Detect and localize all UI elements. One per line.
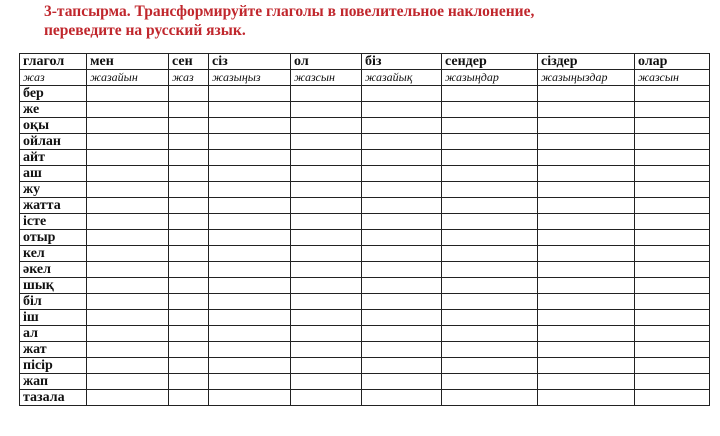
- answer-cell[interactable]: [362, 278, 442, 294]
- answer-cell[interactable]: [169, 246, 209, 262]
- verb-cell: жап: [20, 374, 87, 390]
- conjugation-table: [19, 53, 710, 406]
- answer-cell[interactable]: [209, 278, 291, 294]
- answer-cell[interactable]: [169, 342, 209, 358]
- answer-cell[interactable]: [87, 278, 169, 294]
- answer-cell[interactable]: [87, 374, 169, 390]
- answer-cell[interactable]: [291, 102, 362, 118]
- verb-row: [20, 358, 710, 374]
- header-cell: мен: [87, 54, 169, 70]
- answer-cell[interactable]: [169, 182, 209, 198]
- answer-cell[interactable]: [362, 166, 442, 182]
- answer-cell[interactable]: [209, 246, 291, 262]
- verb-cell: ойлан: [20, 134, 87, 150]
- verb-cell: біл: [20, 294, 87, 310]
- answer-cell[interactable]: [635, 182, 710, 198]
- answer-cell[interactable]: [87, 134, 169, 150]
- header-cell: ол: [291, 54, 362, 70]
- answer-cell[interactable]: [442, 150, 538, 166]
- answer-cell[interactable]: [87, 326, 169, 342]
- answer-cell[interactable]: [291, 198, 362, 214]
- answer-cell[interactable]: [169, 102, 209, 118]
- verb-cell: пісір: [20, 358, 87, 374]
- answer-cell[interactable]: [635, 86, 710, 102]
- answer-cell[interactable]: [209, 86, 291, 102]
- answer-cell[interactable]: [442, 134, 538, 150]
- verb-row: [20, 230, 710, 246]
- example-cell: жаз: [169, 70, 209, 86]
- answer-cell[interactable]: [635, 326, 710, 342]
- answer-cell[interactable]: [291, 358, 362, 374]
- answer-cell[interactable]: [209, 230, 291, 246]
- example-row: [20, 70, 710, 86]
- answer-cell[interactable]: [209, 182, 291, 198]
- example-cell: жазыңыз: [209, 70, 291, 86]
- answer-cell[interactable]: [169, 278, 209, 294]
- answer-cell[interactable]: [209, 214, 291, 230]
- answer-cell[interactable]: [362, 230, 442, 246]
- verb-row: [20, 246, 710, 262]
- answer-cell[interactable]: [291, 150, 362, 166]
- answer-cell[interactable]: [362, 294, 442, 310]
- answer-cell[interactable]: [169, 294, 209, 310]
- answer-cell[interactable]: [442, 246, 538, 262]
- answer-cell[interactable]: [442, 374, 538, 390]
- answer-cell[interactable]: [442, 102, 538, 118]
- header-cell: сіз: [209, 54, 291, 70]
- answer-cell[interactable]: [362, 374, 442, 390]
- answer-cell[interactable]: [362, 198, 442, 214]
- answer-cell[interactable]: [169, 374, 209, 390]
- answer-cell[interactable]: [291, 262, 362, 278]
- verb-cell: жат: [20, 342, 87, 358]
- answer-cell[interactable]: [538, 166, 635, 182]
- verb-cell: бер: [20, 86, 87, 102]
- answer-cell[interactable]: [87, 230, 169, 246]
- answer-cell[interactable]: [635, 310, 710, 326]
- answer-cell[interactable]: [635, 374, 710, 390]
- answer-cell[interactable]: [362, 358, 442, 374]
- verb-row: [20, 294, 710, 310]
- verb-row: [20, 166, 710, 182]
- verb-cell: әкел: [20, 262, 87, 278]
- answer-cell[interactable]: [362, 182, 442, 198]
- answer-cell[interactable]: [87, 294, 169, 310]
- answer-cell[interactable]: [635, 102, 710, 118]
- answer-cell[interactable]: [538, 118, 635, 134]
- verb-row: [20, 262, 710, 278]
- verb-row: [20, 342, 710, 358]
- answer-cell[interactable]: [538, 182, 635, 198]
- answer-cell[interactable]: [169, 118, 209, 134]
- answer-cell[interactable]: [635, 214, 710, 230]
- answer-cell[interactable]: [538, 198, 635, 214]
- verb-row: [20, 278, 710, 294]
- answer-cell[interactable]: [291, 230, 362, 246]
- answer-cell[interactable]: [362, 262, 442, 278]
- verb-cell: тазала: [20, 390, 87, 406]
- answer-cell[interactable]: [169, 262, 209, 278]
- verb-cell: оқы: [20, 118, 87, 134]
- example-cell: жазыңыздар: [538, 70, 635, 86]
- answer-cell[interactable]: [209, 358, 291, 374]
- header-cell: сендер: [442, 54, 538, 70]
- verb-row: [20, 134, 710, 150]
- verb-row: [20, 390, 710, 406]
- answer-cell[interactable]: [209, 118, 291, 134]
- answer-cell[interactable]: [209, 294, 291, 310]
- answer-cell[interactable]: [635, 390, 710, 406]
- verb-cell: іш: [20, 310, 87, 326]
- answer-cell[interactable]: [442, 310, 538, 326]
- answer-cell[interactable]: [442, 198, 538, 214]
- answer-cell[interactable]: [87, 182, 169, 198]
- verb-row: [20, 86, 710, 102]
- answer-cell[interactable]: [635, 342, 710, 358]
- verb-cell: аш: [20, 166, 87, 182]
- verb-row: [20, 198, 710, 214]
- verb-cell: же: [20, 102, 87, 118]
- verb-row: [20, 374, 710, 390]
- answer-cell[interactable]: [209, 102, 291, 118]
- verb-cell: істе: [20, 214, 87, 230]
- answer-cell[interactable]: [87, 358, 169, 374]
- verb-row: [20, 102, 710, 118]
- header-cell: олар: [635, 54, 710, 70]
- answer-cell[interactable]: [442, 166, 538, 182]
- answer-cell[interactable]: [635, 358, 710, 374]
- answer-cell[interactable]: [635, 294, 710, 310]
- answer-cell[interactable]: [291, 166, 362, 182]
- answer-cell[interactable]: [87, 342, 169, 358]
- header-cell: сіздер: [538, 54, 635, 70]
- answer-cell[interactable]: [538, 230, 635, 246]
- answer-cell[interactable]: [291, 182, 362, 198]
- verb-row: [20, 310, 710, 326]
- answer-cell[interactable]: [362, 214, 442, 230]
- answer-cell[interactable]: [169, 230, 209, 246]
- answer-cell[interactable]: [442, 86, 538, 102]
- answer-cell[interactable]: [442, 342, 538, 358]
- example-cell: жаз: [20, 70, 87, 86]
- answer-cell[interactable]: [442, 262, 538, 278]
- verb-row: [20, 326, 710, 342]
- answer-cell[interactable]: [635, 134, 710, 150]
- answer-cell[interactable]: [291, 390, 362, 406]
- answer-cell[interactable]: [538, 390, 635, 406]
- answer-cell[interactable]: [87, 166, 169, 182]
- answer-cell[interactable]: [209, 198, 291, 214]
- answer-cell[interactable]: [87, 214, 169, 230]
- answer-cell[interactable]: [87, 198, 169, 214]
- answer-cell[interactable]: [442, 390, 538, 406]
- example-cell: жазайын: [87, 70, 169, 86]
- answer-cell[interactable]: [87, 118, 169, 134]
- answer-cell[interactable]: [538, 134, 635, 150]
- header-cell: біз: [362, 54, 442, 70]
- answer-cell[interactable]: [362, 102, 442, 118]
- answer-cell[interactable]: [209, 326, 291, 342]
- answer-cell[interactable]: [635, 198, 710, 214]
- answer-cell[interactable]: [362, 150, 442, 166]
- answer-cell[interactable]: [635, 246, 710, 262]
- answer-cell[interactable]: [538, 342, 635, 358]
- answer-cell[interactable]: [209, 374, 291, 390]
- header-cell: глагол: [20, 54, 87, 70]
- answer-cell[interactable]: [169, 214, 209, 230]
- answer-cell[interactable]: [635, 230, 710, 246]
- answer-cell[interactable]: [169, 150, 209, 166]
- answer-cell[interactable]: [442, 278, 538, 294]
- answer-cell[interactable]: [538, 294, 635, 310]
- verb-row: [20, 214, 710, 230]
- answer-cell[interactable]: [291, 310, 362, 326]
- answer-cell[interactable]: [209, 134, 291, 150]
- task-title-line1: 3-тапсырма. Трансформируйте глаголы в повелительное наклонение,: [44, 3, 535, 20]
- answer-cell[interactable]: [538, 326, 635, 342]
- answer-cell[interactable]: [209, 150, 291, 166]
- answer-cell[interactable]: [538, 246, 635, 262]
- answer-cell[interactable]: [169, 86, 209, 102]
- answer-cell[interactable]: [291, 246, 362, 262]
- answer-cell[interactable]: [538, 214, 635, 230]
- answer-cell[interactable]: [209, 342, 291, 358]
- answer-cell[interactable]: [538, 374, 635, 390]
- answer-cell[interactable]: [362, 118, 442, 134]
- answer-cell[interactable]: [209, 262, 291, 278]
- verb-cell: кел: [20, 246, 87, 262]
- verb-row: [20, 150, 710, 166]
- answer-cell[interactable]: [169, 326, 209, 342]
- answer-cell[interactable]: [538, 86, 635, 102]
- answer-cell[interactable]: [87, 262, 169, 278]
- example-cell: жазсын: [291, 70, 362, 86]
- answer-cell[interactable]: [169, 166, 209, 182]
- answer-cell[interactable]: [538, 102, 635, 118]
- answer-cell[interactable]: [169, 390, 209, 406]
- answer-cell[interactable]: [169, 310, 209, 326]
- answer-cell[interactable]: [209, 166, 291, 182]
- header-cell: сен: [169, 54, 209, 70]
- answer-cell[interactable]: [538, 150, 635, 166]
- answer-cell[interactable]: [291, 134, 362, 150]
- answer-cell[interactable]: [442, 358, 538, 374]
- answer-cell[interactable]: [87, 246, 169, 262]
- answer-cell[interactable]: [538, 310, 635, 326]
- answer-cell[interactable]: [87, 390, 169, 406]
- answer-cell[interactable]: [442, 214, 538, 230]
- answer-cell[interactable]: [635, 262, 710, 278]
- answer-cell[interactable]: [538, 262, 635, 278]
- task-title-line2: переведите на русский язык.: [44, 22, 246, 39]
- verb-cell: жатта: [20, 198, 87, 214]
- answer-cell[interactable]: [442, 230, 538, 246]
- answer-cell[interactable]: [442, 182, 538, 198]
- answer-cell[interactable]: [291, 118, 362, 134]
- answer-cell[interactable]: [362, 326, 442, 342]
- answer-cell[interactable]: [87, 102, 169, 118]
- answer-cell[interactable]: [635, 278, 710, 294]
- verb-cell: жу: [20, 182, 87, 198]
- answer-cell[interactable]: [291, 278, 362, 294]
- answer-cell[interactable]: [442, 118, 538, 134]
- verb-cell: шық: [20, 278, 87, 294]
- answer-cell[interactable]: [635, 150, 710, 166]
- answer-cell[interactable]: [362, 342, 442, 358]
- answer-cell[interactable]: [169, 198, 209, 214]
- example-cell: жазсын: [635, 70, 710, 86]
- answer-cell[interactable]: [362, 246, 442, 262]
- header-row: [20, 54, 710, 70]
- answer-cell[interactable]: [87, 150, 169, 166]
- verb-row: [20, 182, 710, 198]
- answer-cell[interactable]: [538, 358, 635, 374]
- verb-row: [20, 118, 710, 134]
- answer-cell[interactable]: [291, 86, 362, 102]
- verb-cell: отыр: [20, 230, 87, 246]
- answer-cell[interactable]: [362, 310, 442, 326]
- verb-cell: ал: [20, 326, 87, 342]
- answer-cell[interactable]: [169, 134, 209, 150]
- answer-cell[interactable]: [442, 294, 538, 310]
- answer-cell[interactable]: [291, 374, 362, 390]
- answer-cell[interactable]: [362, 390, 442, 406]
- example-cell: жазыңдар: [442, 70, 538, 86]
- answer-cell[interactable]: [362, 134, 442, 150]
- answer-cell[interactable]: [209, 310, 291, 326]
- task-title: [44, 2, 704, 40]
- answer-cell[interactable]: [87, 86, 169, 102]
- answer-cell[interactable]: [209, 390, 291, 406]
- answer-cell[interactable]: [291, 214, 362, 230]
- answer-cell[interactable]: [538, 278, 635, 294]
- answer-cell[interactable]: [362, 86, 442, 102]
- answer-cell[interactable]: [442, 326, 538, 342]
- answer-cell[interactable]: [291, 326, 362, 342]
- answer-cell[interactable]: [169, 358, 209, 374]
- answer-cell[interactable]: [635, 118, 710, 134]
- answer-cell[interactable]: [635, 166, 710, 182]
- example-cell: жазайық: [362, 70, 442, 86]
- answer-cell[interactable]: [291, 342, 362, 358]
- answer-cell[interactable]: [87, 310, 169, 326]
- verb-cell: айт: [20, 150, 87, 166]
- answer-cell[interactable]: [291, 294, 362, 310]
